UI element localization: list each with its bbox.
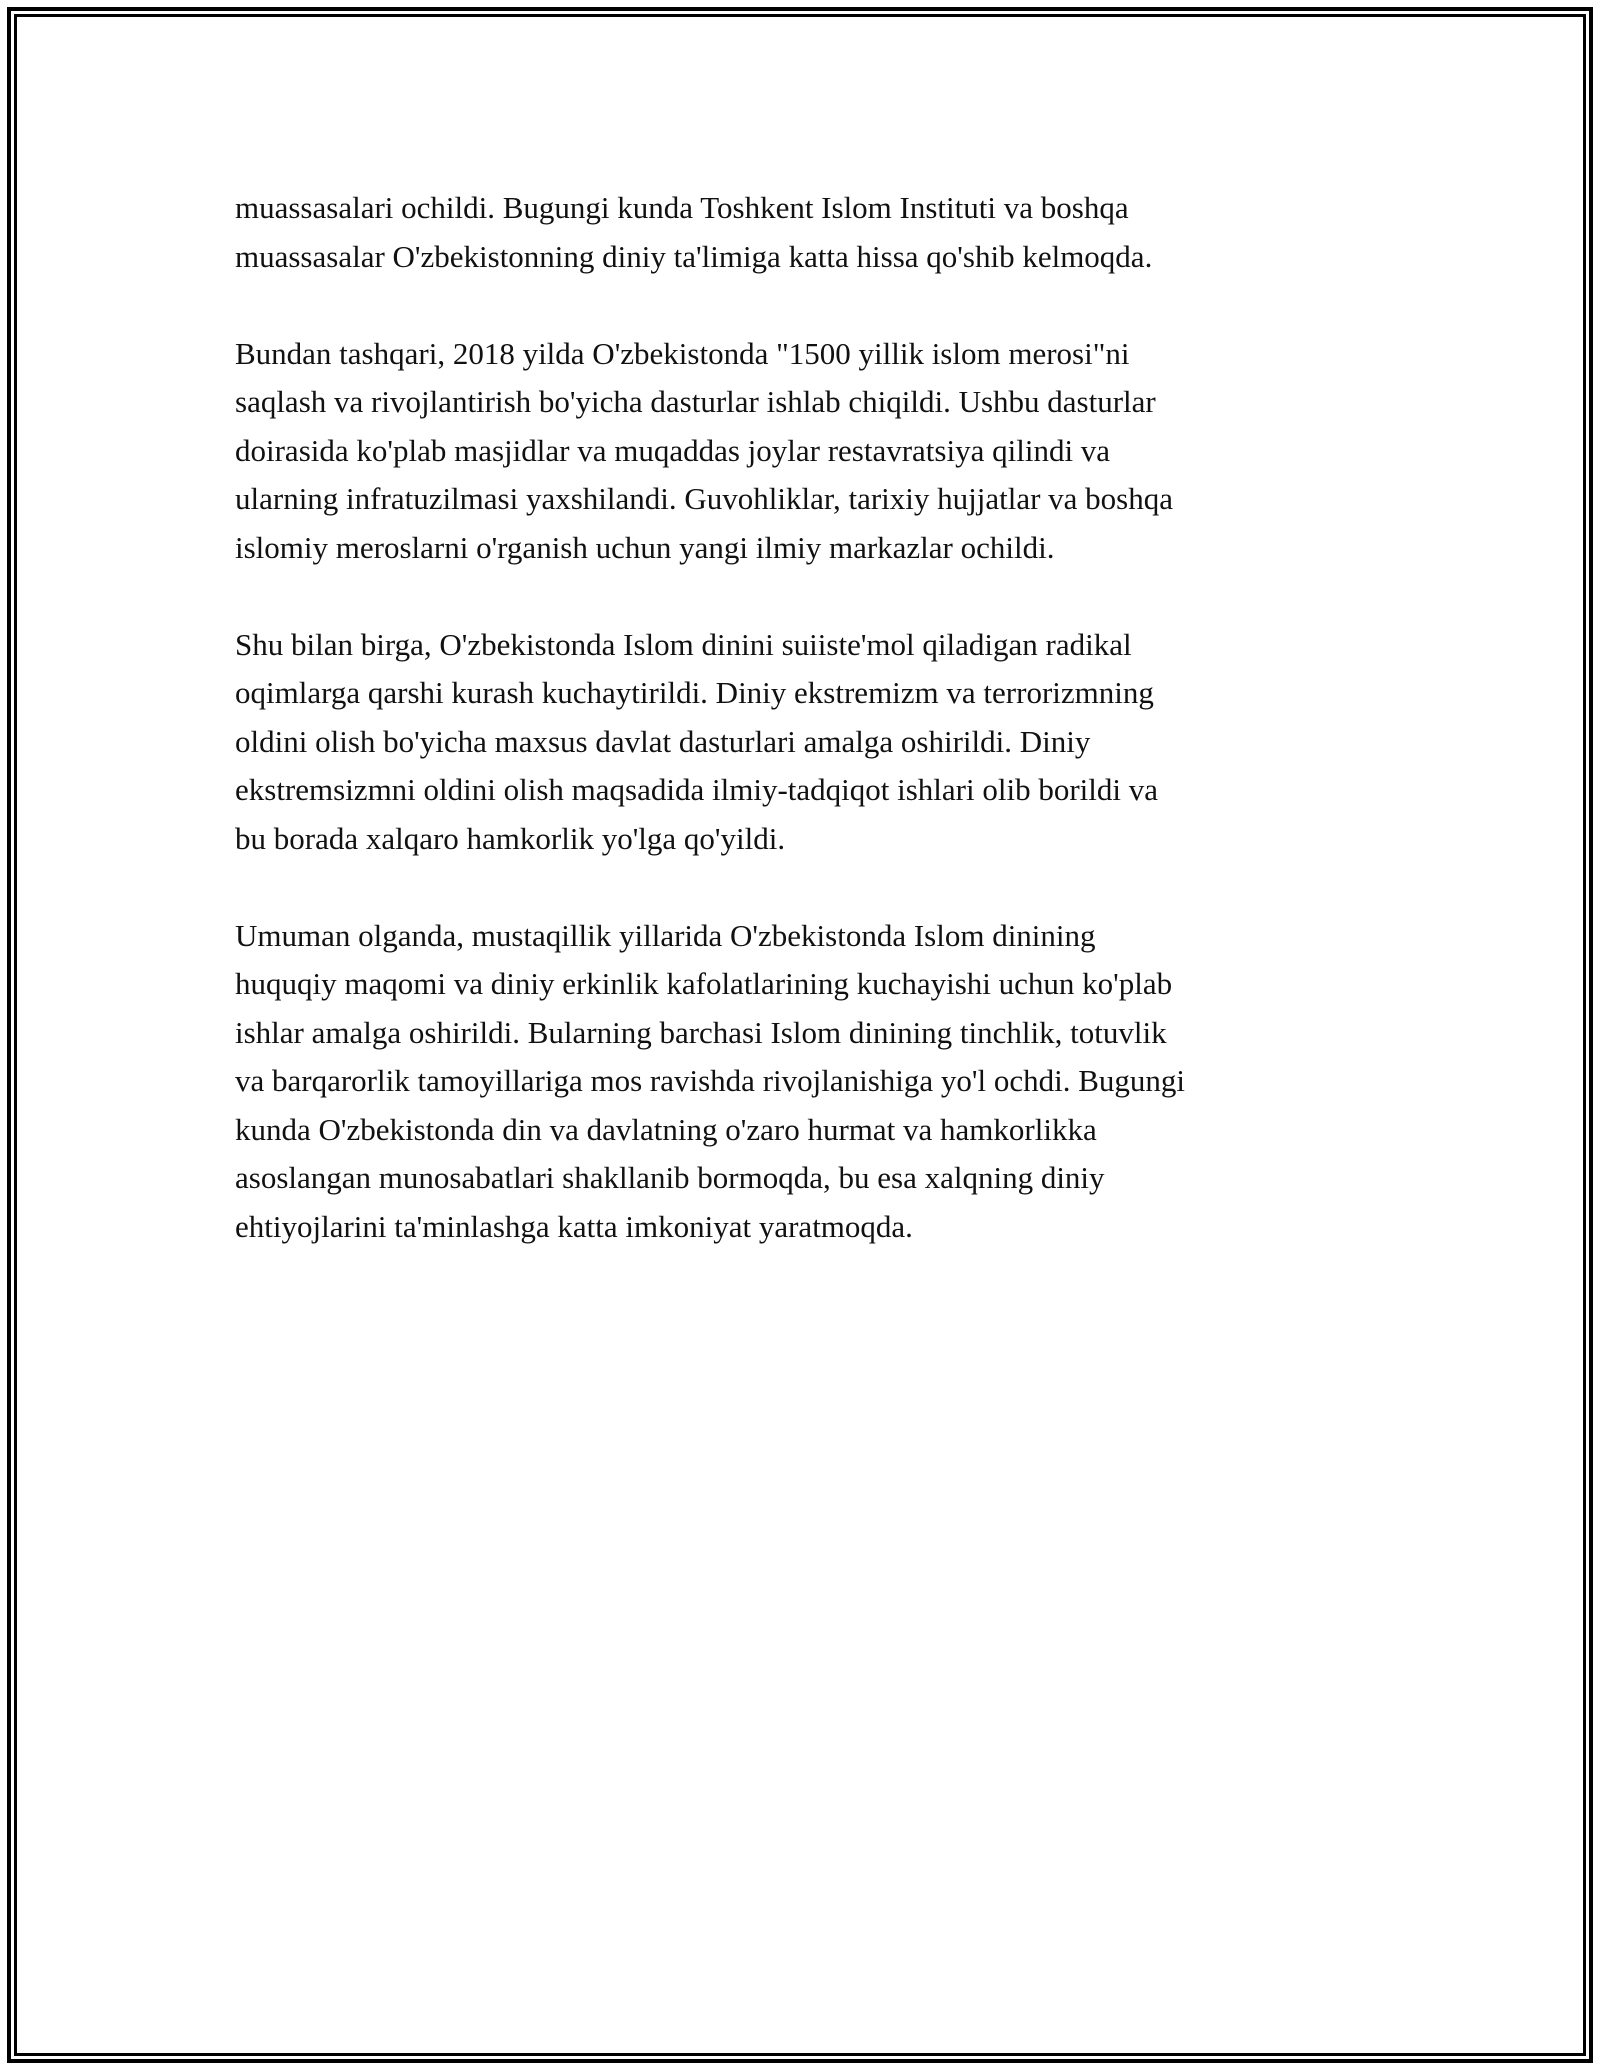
paragraph-4 — [235, 912, 1385, 1252]
text-line: va barqarorlik tamoyillariga mos ravishda rivojlanishiga yo'l ochdi. Bugungi — [235, 1063, 1186, 1098]
text-line: Umuman olganda, mustaqillik yillarida O'zbekistonda Islom dinining — [235, 917, 1096, 953]
text-line: kunda O'zbekistonda din va davlatning o'zaro hurmat va hamkorlikka — [235, 1111, 1097, 1147]
text-line: oldini olish bo'yicha maxsus davlat dasturlari amalga oshirildi. Diniy — [235, 723, 1091, 759]
text-line: ularning infratuzilmasi yaxshilandi. Guvohliklar, tarixiy hujjatlar va boshqa — [235, 481, 1174, 516]
text-line: oqimlarga qarshi kurash kuchaytirildi. Diniy ekstremizm va terrorizmning — [235, 675, 1154, 710]
text-line: islomiy meroslarni o'rganish uchun yangi ilmiy markazlar ochildi. — [235, 529, 1055, 565]
document-body — [235, 184, 1385, 1300]
text-line: ekstremsizmni oldini olish maqsadida ilmiy-tadqiqot ishlari olib borildi va — [235, 772, 1158, 807]
paragraph-1 — [235, 184, 1385, 281]
text-line: huquqiy maqomi va diniy erkinlik kafolatlarining kuchayishi uchun ko'plab — [235, 966, 1173, 1001]
text-line: ehtiyojlarini ta'minlashga katta imkoniyat yaratmoqda. — [235, 1208, 913, 1244]
text-line: bu borada xalqaro hamkorlik yo'lga qo'yildi. — [235, 820, 786, 856]
text-line: muassasalar O'zbekistonning diniy ta'limiga katta hissa qo'shib kelmoqda. — [235, 238, 1153, 274]
text-line: muassasalari ochildi. Bugungi kunda Toshkent Islom Instituti va boshqa — [235, 190, 1129, 225]
text-line: Bundan tashqari, 2018 yilda O'zbekistonda "1500 yillik islom merosi"ni — [235, 335, 1130, 371]
text-line: Shu bilan birga, O'zbekistonda Islom dinini suiiste'mol qiladigan radikal — [235, 626, 1132, 662]
text-line: doirasida ko'plab masjidlar va muqaddas joylar restavratsiya qilindi va — [235, 432, 1111, 468]
paragraph-3 — [235, 621, 1385, 864]
paragraph-2 — [235, 330, 1385, 573]
text-line: asoslangan munosabatlari shakllanib bormoqda, bu esa xalqning diniy — [235, 1160, 1105, 1195]
text-line: ishlar amalga oshirildi. Bularning barchasi Islom dinining tinchlik, totuvlik — [235, 1014, 1167, 1050]
text-line: saqlash va rivojlantirish bo'yicha dasturlar ishlab chiqildi. Ushbu dasturlar — [235, 384, 1156, 419]
